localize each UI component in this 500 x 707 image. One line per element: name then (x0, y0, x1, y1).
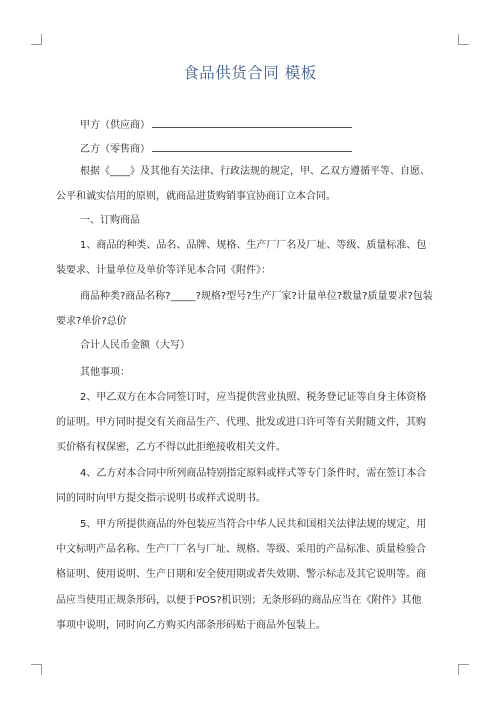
section-heading: 一、订购商品 (80, 215, 140, 226)
body-line: 品应当使用正规条形码，以便于POS?机识别；无条形码的商品应当在《附件》其他 (56, 595, 422, 606)
body-line: 中文标明产品名称、生产厂厂名与厂址、规格、等级、采用的产品标准、质量检验合 (56, 544, 426, 555)
crop-mark-bottom-right (458, 664, 469, 675)
party-a-blank (152, 117, 352, 128)
body-line: 同的同时向甲方提交指示说明书或样式说明书。 (56, 493, 266, 504)
body-line: 2、甲乙双方在本合同签订时，应当提供营业执照、税务登记证等自身主体资格 (80, 392, 427, 403)
body-line: 其他事项： (80, 367, 130, 378)
body-line: 要求?单价?总价 (56, 316, 127, 327)
body-line: 商品种类?商品名称?_____?规格?型号?生产厂家?计量单位?数量?质量要求?包装 (80, 291, 433, 302)
body-line: 格证明、使用说明、生产日期和安全使用期或者失效期、警示标志及其它说明等。商 (56, 569, 426, 580)
crop-mark-bottom-left (31, 664, 42, 675)
body-line: 公平和诚实信用的原则，就商品进货购销事宜协商订立本合同。 (56, 191, 336, 202)
party-b-label: 乙方（零售商） (80, 144, 150, 155)
body-line: 事项中说明，同时向乙方购买内部条形码贴于商品外包装上。 (56, 620, 326, 631)
body-line: 根据《____》及其他有关法律、行政法规的规定，甲、乙双方遵循平等、自愿、 (80, 166, 430, 177)
body-line: 5、甲方所提供商品的外包装应当符合中华人民共和国相关法律法规的规定，用 (80, 519, 427, 530)
party-b-line (80, 141, 352, 157)
body-line: 1、商品的种类、品名、品牌、规格、生产厂厂名及厂址、等级、质量标准、包 (80, 240, 427, 251)
body-line: 的证明。甲方同时提交有关商品生产、代理、批发或进口许可等有关附随文件，其购 (56, 417, 426, 428)
body-line: 装要求、计量单位及单价等详见本合同《附件》： (56, 265, 271, 276)
crop-mark-top-right (458, 34, 469, 45)
document-title: 食品供货合同 模板 (183, 64, 317, 82)
body-line: 合计人民币金额（大写） (80, 340, 190, 351)
body-line: 买价格有权保密，乙方不得以此拒绝接收相关文件。 (56, 442, 286, 453)
body-line: 4、乙方对本合同中所列商品特别指定原料或样式等专门条件时，需在签订本合 (80, 468, 427, 479)
crop-mark-top-left (31, 34, 42, 45)
party-a-line (80, 117, 352, 133)
party-a-label: 甲方（供应商） (80, 120, 150, 131)
party-b-blank (152, 141, 352, 152)
